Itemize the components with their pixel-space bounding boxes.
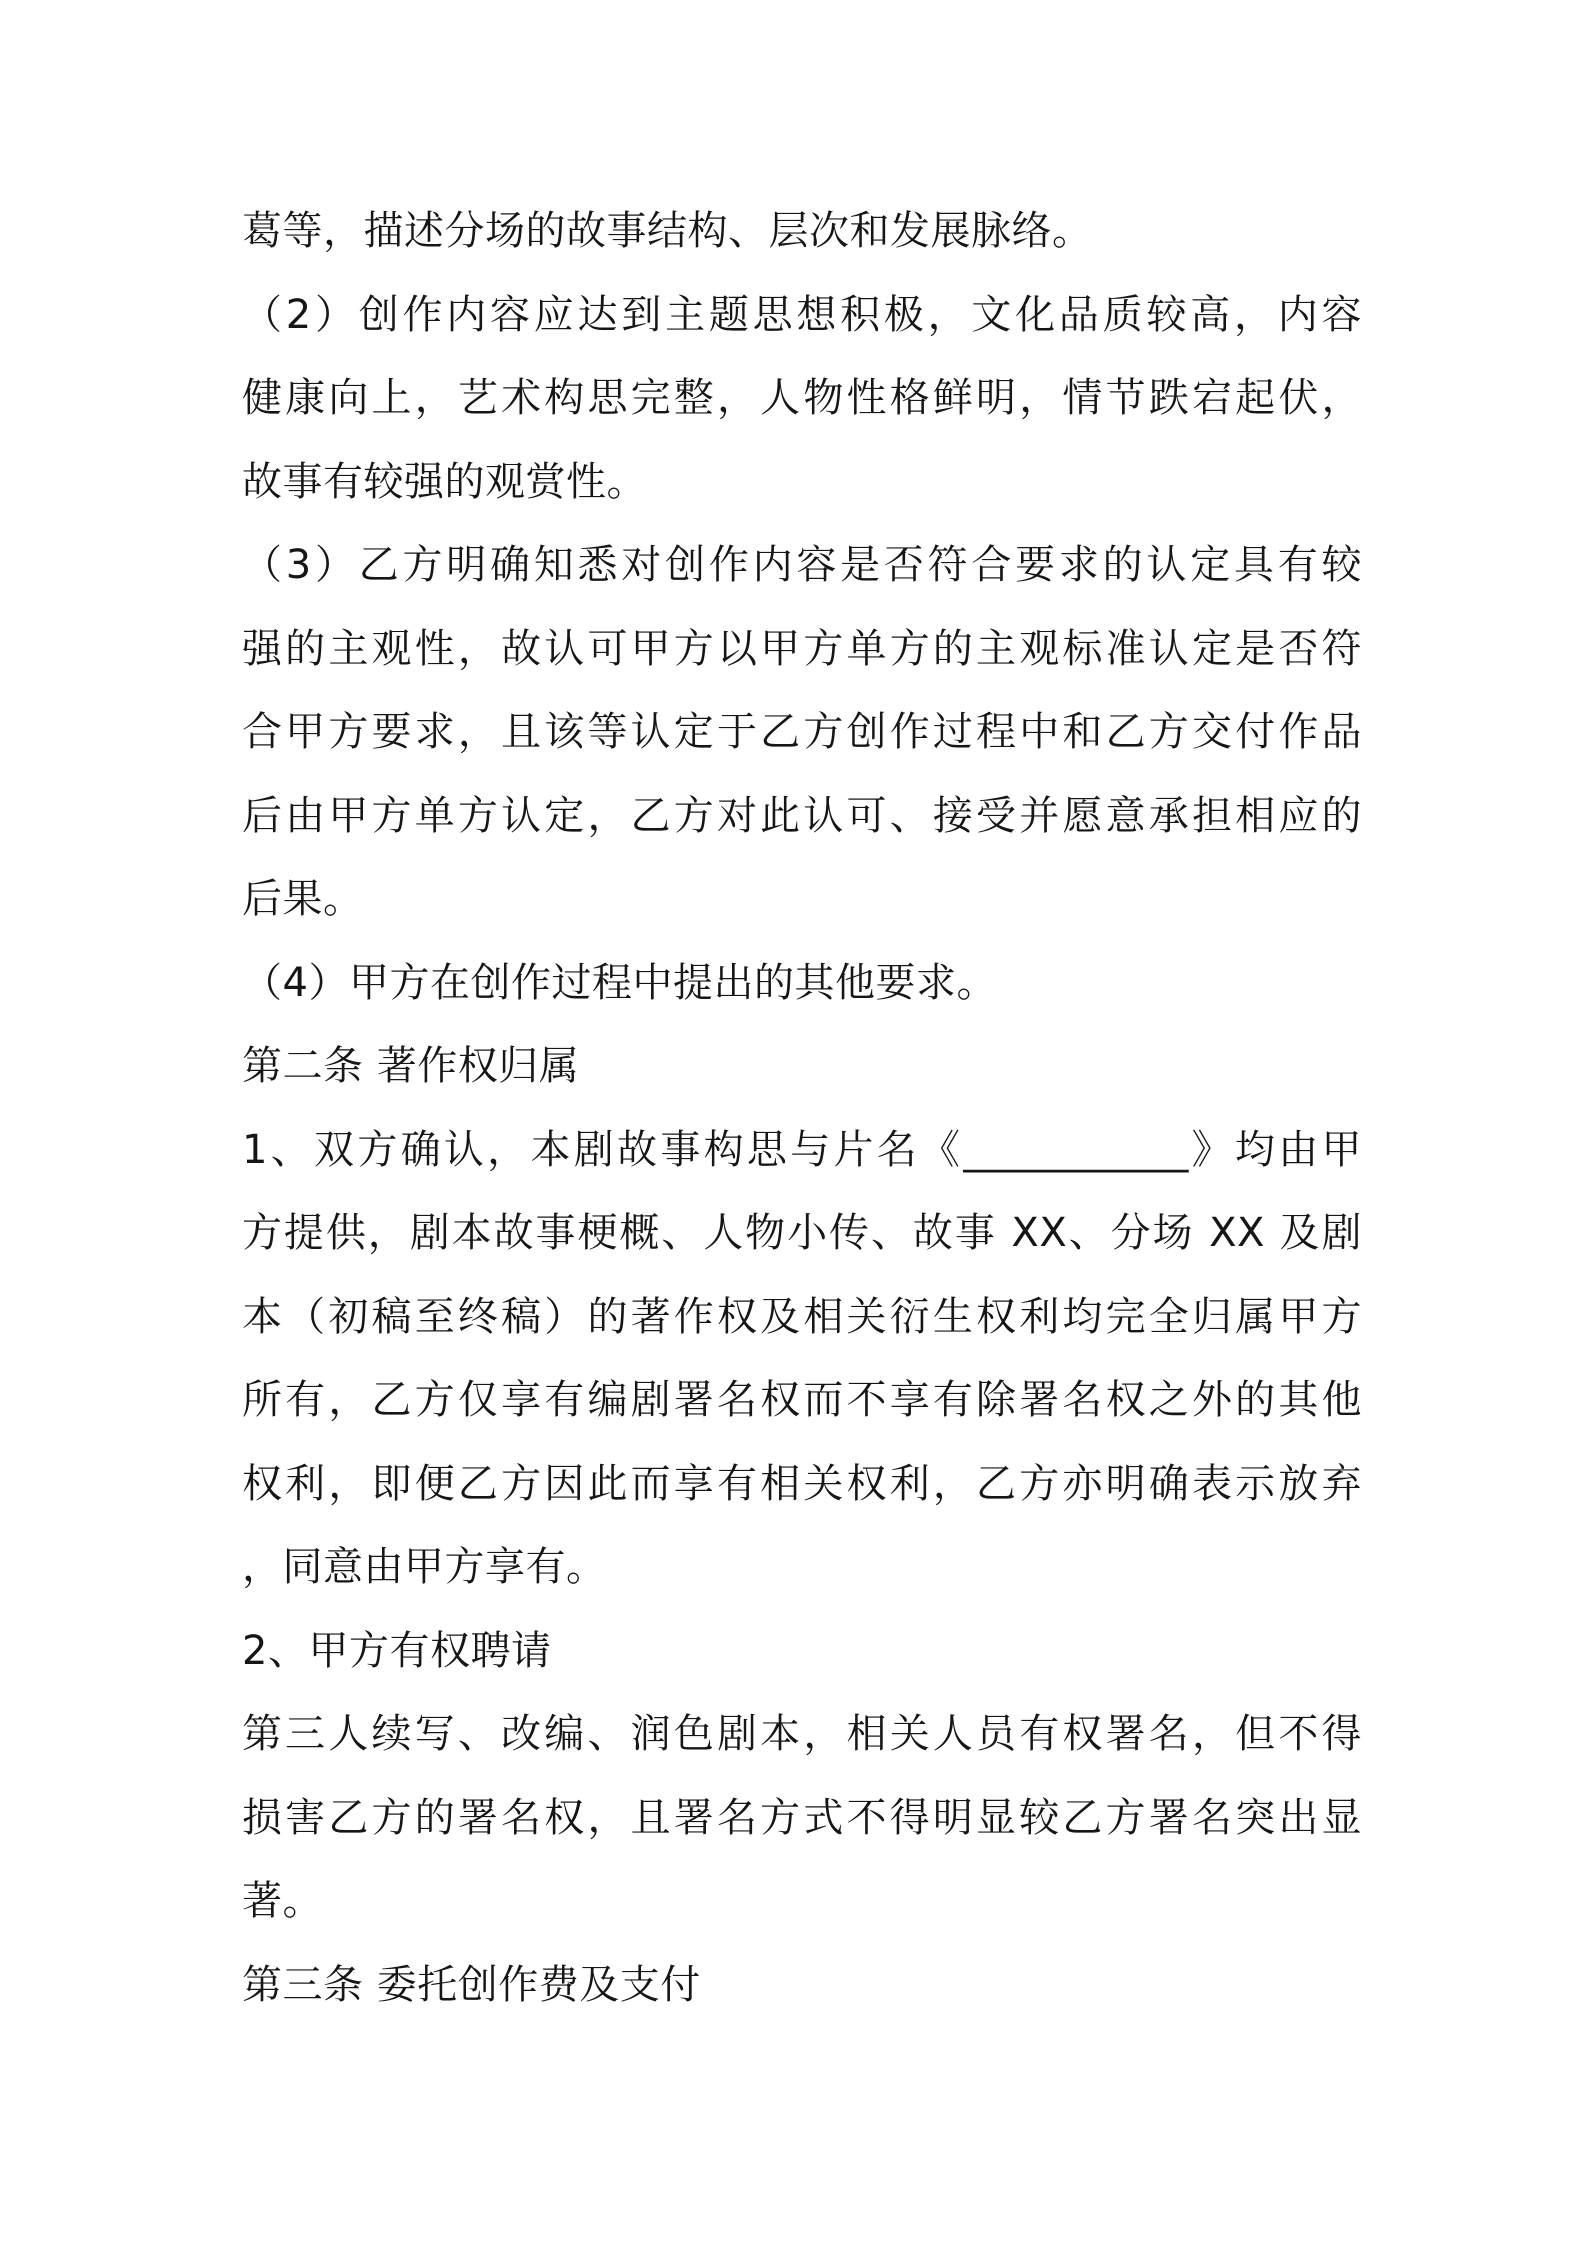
section-heading: 第二条 著作权归属	[242, 1043, 580, 1089]
text-line: （3）乙方明确知悉对创作内容是否符合要求的认定具有较	[242, 542, 1362, 588]
text-line: 著。	[242, 1878, 323, 1924]
text-line: 第三人续写、改编、润色剧本，相关人员有权署名，但不得	[242, 1711, 1362, 1757]
text-line: 1、双方确认，本剧故事构思与片名《___________》均由甲	[242, 1126, 1362, 1173]
text-line: （4）甲方在创作过程中提出的其他要求。	[242, 959, 997, 1006]
text-line: 权利，即便乙方因此而享有相关权利，乙方亦明确表示放弃	[242, 1460, 1362, 1507]
section-heading: 第三条 委托创作费及支付	[242, 1961, 701, 2008]
text-line: 后果。	[242, 876, 364, 922]
text-line: ，同意由甲方享有。	[242, 1544, 607, 1590]
document-body	[242, 190, 1362, 2027]
text-line: 故事有较强的观赏性。	[242, 458, 647, 505]
text-line: 合甲方要求，且该等认定于乙方创作过程中和乙方交付作品	[242, 709, 1362, 755]
text-line: 强的主观性，故认可甲方以甲方单方的主观标准认定是否符	[242, 625, 1362, 672]
text-line: 本（初稿至终稿）的著作权及相关衍生权利均完全归属甲方	[242, 1293, 1362, 1340]
text-line: 2、甲方有权聘请	[242, 1627, 552, 1674]
text-line: 葛等，描述分场的故事结构、层次和发展脉络。	[242, 208, 1093, 254]
text-line: 损害乙方的署名权，且署名方式不得明显较乙方署名突出显	[242, 1794, 1362, 1841]
text-line: （2）创作内容应达到主题思想积极，文化品质较高，内容	[242, 291, 1362, 338]
text-line: 健康向上，艺术构思完整，人物性格鲜明，情节跌宕起伏，	[242, 375, 1362, 421]
text-line: 所有，乙方仅享有编剧署名权而不享有除署名权之外的其他	[242, 1377, 1362, 1423]
text-line: 后由甲方单方认定，乙方对此认可、接受并愿意承担相应的	[242, 792, 1362, 839]
text-line: 方提供，剧本故事梗概、人物小传、故事 XX、分场 XX 及剧	[242, 1210, 1362, 1256]
